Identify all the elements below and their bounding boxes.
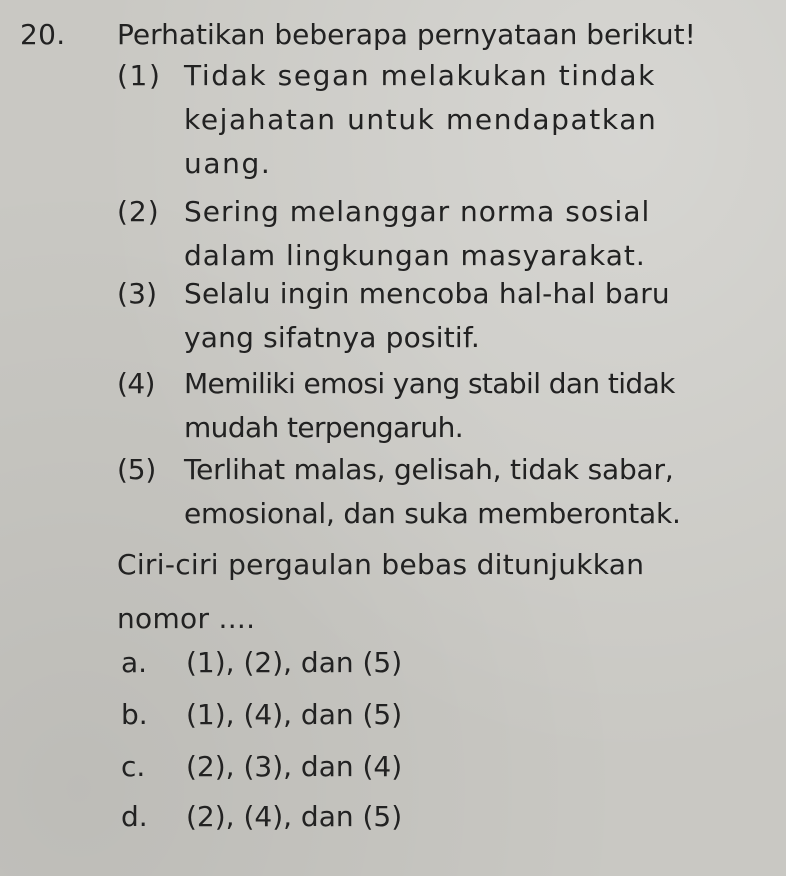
prompt-line: nomor .... <box>117 602 256 635</box>
statement-1 <box>117 54 737 186</box>
statement-line: Selalu ingin mencoba hal-hal baru <box>184 277 670 310</box>
statement-number: (5) <box>117 453 157 486</box>
statement-number: (4) <box>117 367 155 400</box>
option-letter: c. <box>121 750 146 783</box>
option-letter: d. <box>121 800 148 833</box>
statement-4 <box>117 362 737 450</box>
statement-line: emosional, dan suka memberontak. <box>184 497 681 530</box>
statement-number: (3) <box>117 277 158 310</box>
option-letter: a. <box>121 646 148 679</box>
option-letter: b. <box>121 698 148 731</box>
statement-line: Sering melanggar norma sosial <box>184 195 651 228</box>
statement-5 <box>117 448 737 536</box>
option-text: (2), (4), dan (5) <box>186 800 403 833</box>
option-text: (1), (4), dan (5) <box>186 698 403 731</box>
statement-2 <box>117 190 737 278</box>
statement-line: Tidak segan melakukan tindak <box>184 59 656 92</box>
question-prompt <box>117 538 757 646</box>
statement-line: mudah terpengaruh. <box>184 411 464 444</box>
statement-number: (1) <box>117 59 162 92</box>
option-text: (2), (3), dan (4) <box>186 750 403 783</box>
statement-3 <box>117 272 737 360</box>
option-a[interactable] <box>121 646 402 679</box>
question-number: 20. <box>20 18 66 51</box>
question-stem: Perhatikan beberapa pernyataan berikut! <box>117 18 696 51</box>
statement-line: uang. <box>184 147 272 180</box>
statement-line: Terlihat malas, gelisah, tidak sabar, <box>184 453 674 486</box>
statement-line: Memiliki emosi yang stabil dan tidak <box>184 367 675 400</box>
statement-line: yang sifatnya positif. <box>184 321 481 354</box>
prompt-line: Ciri-ciri pergaulan bebas ditunjukkan <box>117 548 645 581</box>
statement-line: kejahatan untuk mendapatkan <box>184 103 658 136</box>
statement-line: dalam lingkungan masyarakat. <box>184 239 646 272</box>
statement-number: (2) <box>117 195 160 228</box>
option-text: (1), (2), dan (5) <box>186 646 403 679</box>
option-c[interactable] <box>121 750 402 783</box>
option-b[interactable] <box>121 698 402 731</box>
option-d[interactable] <box>121 800 402 833</box>
